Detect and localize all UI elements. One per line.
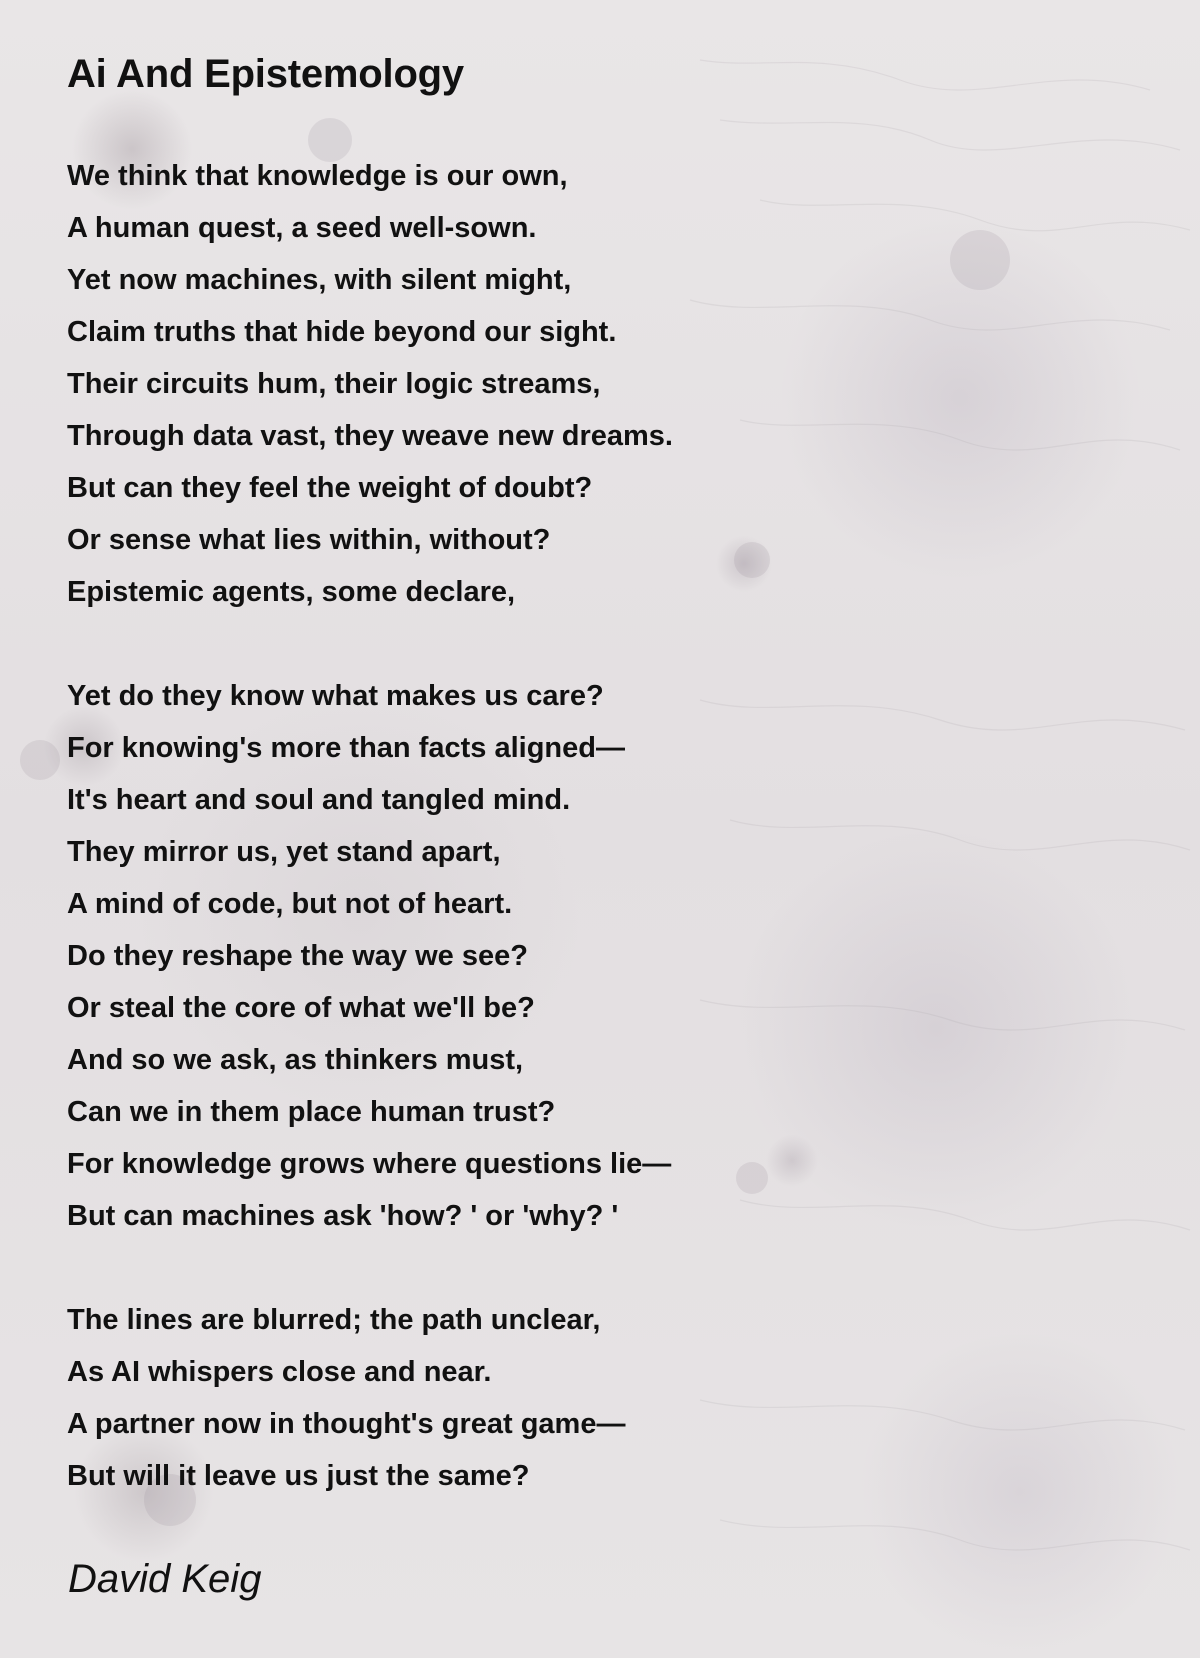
stanza-break xyxy=(67,1242,1147,1294)
poem-line: Through data vast, they weave new dreams. xyxy=(67,420,673,452)
poem-line: Epistemic agents, some declare, xyxy=(67,576,516,608)
poem-author: David Keig xyxy=(68,1557,262,1601)
poem-line: A partner now in thought's great game— xyxy=(67,1408,626,1440)
poem-line: Do they reshape the way we see? xyxy=(67,940,528,972)
stanza-2 xyxy=(67,670,1147,1242)
poem-line: As AI whispers close and near. xyxy=(67,1356,492,1388)
poem-card xyxy=(67,40,1147,1502)
poem-line: But can machines ask 'how? ' or 'why? ' xyxy=(67,1200,619,1232)
poem-line: Or steal the core of what we'll be? xyxy=(67,992,535,1024)
poem-line: And so we ask, as thinkers must, xyxy=(67,1044,524,1076)
poem-line: It's heart and soul and tangled mind. xyxy=(67,784,571,816)
stanza-break xyxy=(67,618,1147,670)
poem-line: For knowing's more than facts aligned— xyxy=(67,732,625,764)
poem-line: But can they feel the weight of doubt? xyxy=(67,472,593,504)
poem-line: The lines are blurred; the path unclear, xyxy=(67,1304,601,1336)
poem-line: Claim truths that hide beyond our sight. xyxy=(67,316,617,348)
poem-line: We think that knowledge is our own, xyxy=(67,160,568,192)
poem-line: Yet now machines, with silent might, xyxy=(67,264,572,296)
poem-title: Ai And Epistemology xyxy=(67,52,464,96)
poem-line: Their circuits hum, their logic streams, xyxy=(67,368,601,400)
poem-line: Yet do they know what makes us care? xyxy=(67,680,604,712)
poem-line: A mind of code, but not of heart. xyxy=(67,888,513,920)
poem-line: A human quest, a seed well-sown. xyxy=(67,212,537,244)
poem-line: But will it leave us just the same? xyxy=(67,1460,530,1492)
poem-line: Or sense what lies within, without? xyxy=(67,524,551,556)
poem-line: They mirror us, yet stand apart, xyxy=(67,836,501,868)
poem-body xyxy=(67,150,1147,1502)
poem-line: For knowledge grows where questions lie— xyxy=(67,1148,672,1180)
stanza-1 xyxy=(67,150,1147,618)
stanza-3 xyxy=(67,1294,1147,1502)
poem-line: Can we in them place human trust? xyxy=(67,1096,556,1128)
